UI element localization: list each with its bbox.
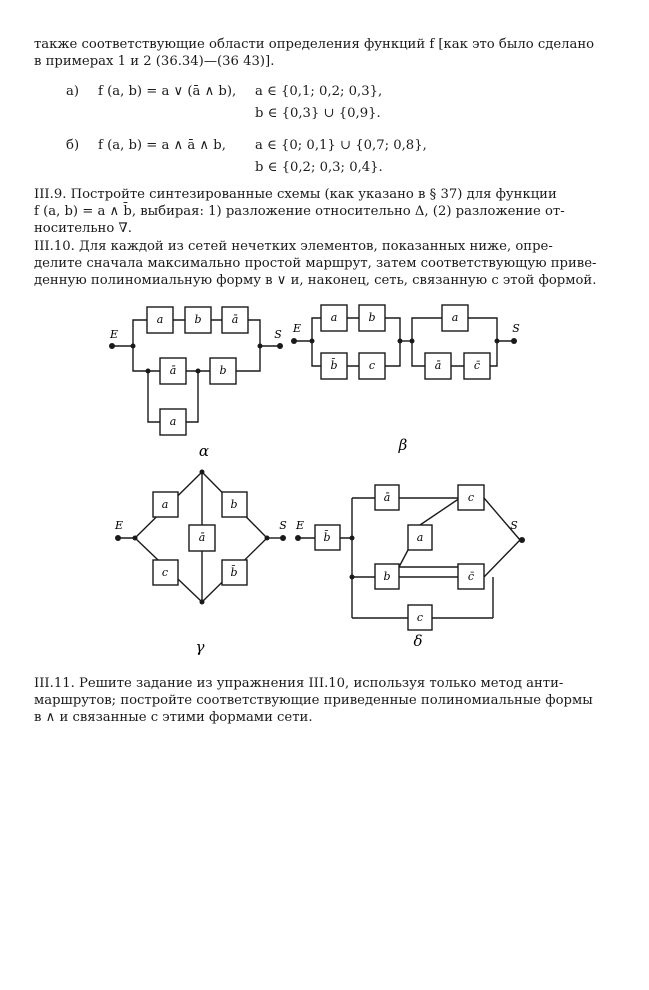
beta-element-1: a — [330, 311, 338, 324]
delta-element-6: c̄ — [467, 570, 475, 583]
alpha-element-5: b — [219, 364, 227, 377]
example-b-domain-a: a ∈ {0; 0,1} ∪ {0,7; 0,8}, — [255, 138, 427, 153]
gamma-end-label: S — [279, 519, 287, 532]
beta-element-4: c — [368, 359, 376, 372]
beta-caption: β — [398, 436, 408, 454]
alpha-start-label: E — [109, 328, 119, 341]
example-a-domain-a: a ∈ {0,1; 0,2; 0,3}, — [255, 84, 383, 99]
beta-element-7: c̄ — [473, 359, 481, 372]
gamma-element-2: b — [230, 498, 238, 511]
gamma-element-1: a — [161, 498, 169, 511]
alpha-element-2: b — [194, 313, 202, 326]
gamma-element-4: c — [161, 566, 169, 579]
delta-element-7: c — [416, 611, 424, 624]
delta-element-1: b̄ — [323, 531, 331, 544]
gamma-start-label: E — [114, 519, 124, 532]
example-a-formula: f (a, b) = a ∨ (ā ∧ b), — [98, 84, 237, 99]
alpha-caption: α — [198, 442, 210, 460]
exercise-10: III.10. Для каждой из сетей нечетких элементов, показанных ниже, опре- делите сначала максимально простой маршрут, затем соответствующую приве- денную полиномиальную форму в ∨ и, наконец, сеть, связанную с этой формой. — [34, 239, 597, 288]
delta-caption: δ — [413, 632, 423, 650]
gamma-caption: γ — [195, 638, 205, 656]
delta-element-5: b — [383, 570, 391, 583]
example-b-domain-b: b ∈ {0,2; 0,3; 0,4}. — [255, 160, 383, 175]
alpha-element-1: a — [156, 313, 164, 326]
beta-end-label: S — [512, 322, 520, 335]
beta-element-5: a — [451, 311, 459, 324]
alpha-element-4: ā — [169, 364, 177, 377]
gamma-element-3: ā — [198, 531, 206, 544]
beta-element-3: b̄ — [330, 359, 338, 372]
delta-end-label: S — [510, 519, 518, 532]
network-alpha — [109, 307, 283, 460]
network-gamma — [114, 470, 287, 657]
intro-paragraph: также соответствующие области определения функций f [как это было сделано в примерах 1 и 2 (36.34)—(36 43)]. — [34, 37, 595, 69]
delta-element-3: c — [467, 491, 475, 504]
example-a-domain-b: b ∈ {0,3} ∪ {0,9}. — [255, 106, 381, 121]
example-b-formula: f (a, b) = a ∧ ā ∧ b, — [98, 138, 226, 153]
delta-element-2: ā — [383, 491, 391, 504]
delta-element-4: a — [416, 531, 424, 544]
exercise-9: III.9. Постройте синтезированные схемы (как указано в § 37) для функции f (a, b) = a ∧ b̄, выбирая: 1) разложение относительно Δ, (2) разложение от- носительно ∇. — [34, 187, 565, 236]
exercise-11: III.11. Решите задание из упражнения III.10, используя только метод анти- маршрутов; постройте соответствующие приведенные полиномиальные формы в ∧ и связанные с этими формами сети. — [34, 676, 593, 725]
network-beta — [291, 305, 520, 454]
beta-element-2: b — [368, 311, 376, 324]
beta-element-6: ā — [434, 359, 442, 372]
gamma-element-5: b̄ — [230, 566, 238, 579]
network-delta — [295, 485, 525, 650]
delta-start-label: E — [295, 519, 305, 532]
example-b-label: б) — [66, 138, 80, 153]
beta-start-label: E — [292, 322, 302, 335]
network-figures — [0, 280, 649, 680]
alpha-element-3: ā — [231, 313, 239, 326]
alpha-element-6: a — [169, 415, 177, 428]
alpha-end-label: S — [274, 328, 282, 341]
example-a-label: а) — [66, 84, 80, 99]
